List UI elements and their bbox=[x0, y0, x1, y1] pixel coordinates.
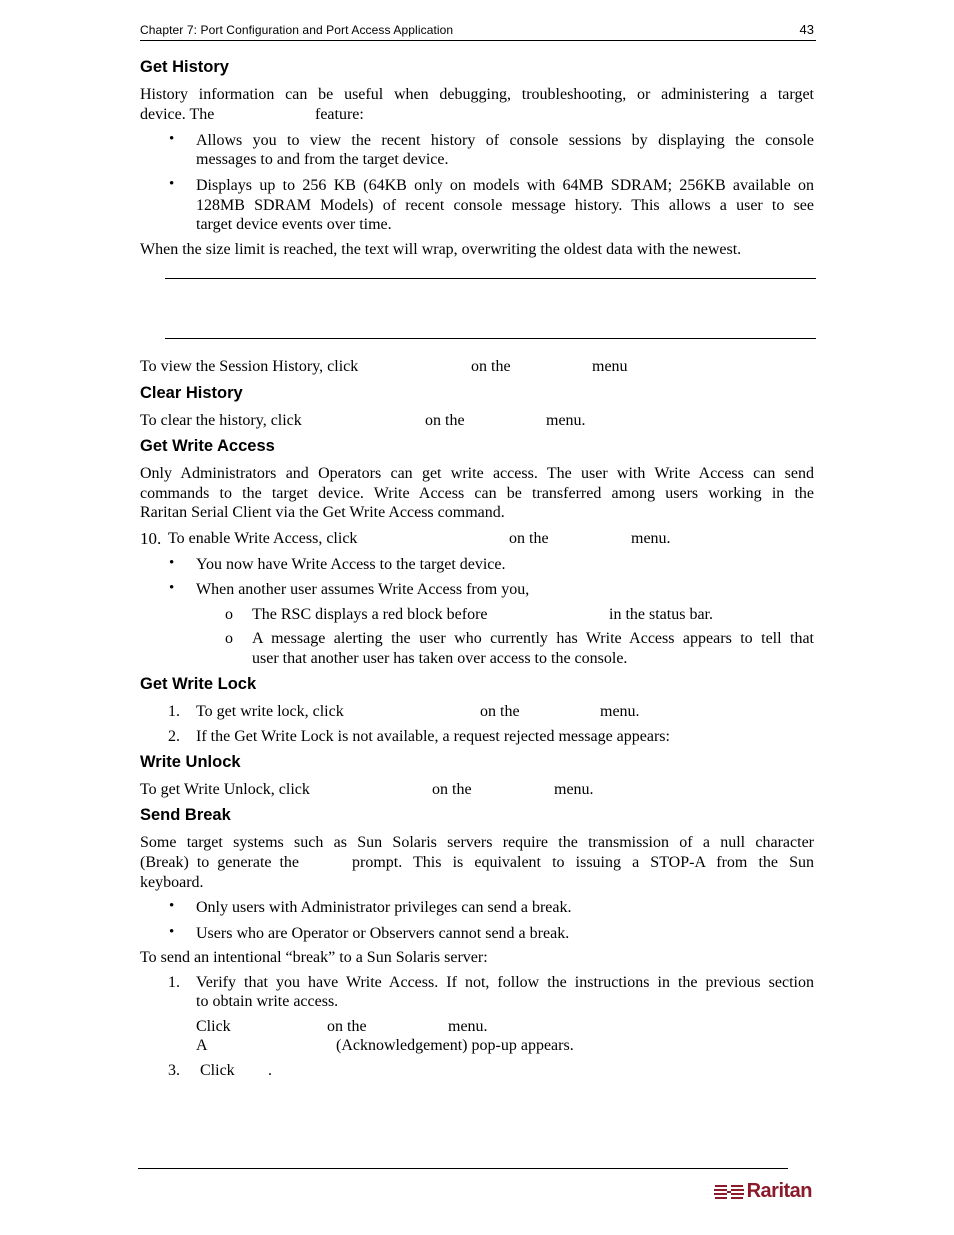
write-unlock-text-b: on the bbox=[432, 781, 472, 798]
get-history-intro-2a: device. The bbox=[140, 106, 215, 123]
write-unlock-text-c: menu. bbox=[554, 781, 594, 798]
send-break-bullet-2: Users who are Operator or Observers cannot send a break. bbox=[196, 925, 570, 942]
write-access-para-2: commands to the target device. Write Access can be transferred among users working in the bbox=[140, 485, 814, 502]
bullet-glyph: • bbox=[169, 924, 175, 940]
write-access-sub-1a: The RSC displays a red block before bbox=[252, 606, 488, 623]
write-access-para-1: Only Administrators and Operators can get write access. The user with Write Access can send bbox=[140, 465, 814, 482]
raritan-logo bbox=[714, 1180, 812, 1203]
write-lock-step-1b: on the bbox=[480, 703, 520, 720]
get-history-intro-1: History information can be useful when debugging, troubleshooting, or administering a target bbox=[140, 86, 814, 103]
write-lock-step-2-number: 2. bbox=[168, 728, 180, 745]
page-header bbox=[140, 22, 816, 41]
bullet-glyph: • bbox=[169, 580, 175, 596]
clear-history-text-c: menu. bbox=[546, 412, 586, 429]
write-access-step-b: on the bbox=[509, 530, 549, 547]
send-break-para-1: Some target systems such as Sun Solaris servers require the transmission of a null character bbox=[140, 834, 814, 851]
send-break-step-3-number: 3. bbox=[168, 1062, 180, 1079]
page-number: 43 bbox=[799, 22, 814, 37]
write-access-step-number: 10. bbox=[140, 529, 162, 548]
send-break-bullet-1: Only users with Administrator privileges can send a break. bbox=[196, 899, 572, 916]
history-bullet-1-line-2: messages to and from the target device. bbox=[196, 151, 449, 168]
write-lock-step-1a: To get write lock, click bbox=[196, 703, 344, 720]
write-access-step-a: To enable Write Access, click bbox=[168, 530, 358, 547]
clear-history-text-b: on the bbox=[425, 412, 465, 429]
heading-get-history: Get History bbox=[140, 58, 229, 76]
heading-get-write-lock: Get Write Lock bbox=[140, 675, 257, 693]
history-bullet-2-line-3: target device events over time. bbox=[196, 216, 392, 233]
write-unlock-text-a: To get Write Unlock, click bbox=[140, 781, 310, 798]
clear-history-text-a: To clear the history, click bbox=[140, 412, 302, 429]
send-break-ack-b: (Acknowledgement) pop-up appears. bbox=[336, 1037, 574, 1054]
write-lock-step-1-number: 1. bbox=[168, 703, 180, 720]
raritan-logo-text: Raritan bbox=[746, 1180, 812, 1202]
footer-rule bbox=[138, 1168, 788, 1169]
note-rule-bottom bbox=[165, 338, 816, 339]
bullet-glyph: • bbox=[169, 555, 175, 571]
history-wrap-note: When the size limit is reached, the text will wrap, overwriting the oldest data with the newest. bbox=[140, 241, 742, 258]
write-access-para-3: Raritan Serial Client via the Get Write Access command. bbox=[140, 504, 505, 521]
send-break-step-3a: Click bbox=[200, 1062, 235, 1079]
write-access-step-c: menu. bbox=[631, 530, 671, 547]
send-break-step-3b: . bbox=[268, 1062, 272, 1079]
send-break-step-1-number: 1. bbox=[168, 974, 180, 991]
heading-write-unlock: Write Unlock bbox=[140, 753, 241, 771]
send-break-click-c: menu. bbox=[448, 1018, 488, 1035]
write-lock-step-1c: menu. bbox=[600, 703, 640, 720]
send-break-para-2a: (Break) to generate the bbox=[140, 854, 300, 871]
heading-get-write-access: Get Write Access bbox=[140, 437, 275, 455]
write-access-bullet-1: You now have Write Access to the target device. bbox=[196, 556, 506, 573]
write-lock-step-2: If the Get Write Lock is not available, a request rejected message appears: bbox=[196, 728, 670, 745]
sub-bullet-glyph: o bbox=[225, 630, 233, 647]
bullet-glyph: • bbox=[169, 898, 175, 914]
write-access-sub-2-line-1: A message alerting the user who currently has Write Access appears to tell that bbox=[252, 630, 814, 647]
history-bullet-2-line-2: 128MB SDRAM Models) of recent console message history. This allows a user to see bbox=[196, 197, 814, 214]
get-history-intro-2b: feature: bbox=[315, 106, 364, 123]
heading-clear-history: Clear History bbox=[140, 384, 243, 402]
send-break-step-1-line-1: Verify that you have Write Access. If not, follow the instructions in the previous section bbox=[196, 974, 814, 991]
view-history-text-a: To view the Session History, click bbox=[140, 358, 359, 375]
send-break-para-2b: prompt. This is equivalent to issuing a STOP-A from the Sun bbox=[352, 854, 814, 871]
send-break-click-a: Click bbox=[196, 1018, 231, 1035]
send-break-click-b: on the bbox=[327, 1018, 367, 1035]
raritan-logo-icon bbox=[714, 1182, 744, 1202]
heading-send-break: Send Break bbox=[140, 806, 231, 824]
view-history-text-c: menu bbox=[592, 358, 628, 375]
send-break-ack-a: A bbox=[196, 1037, 208, 1054]
send-break-para-3: keyboard. bbox=[140, 874, 204, 891]
history-bullet-2-line-1: Displays up to 256 KB (64KB only on models with 64MB SDRAM; 256KB available on bbox=[196, 177, 814, 194]
write-access-sub-1b: in the status bar. bbox=[609, 606, 713, 623]
write-access-sub-2-line-2: user that another user has taken over access to the console. bbox=[252, 650, 628, 667]
send-break-step-1-line-2: to obtain write access. bbox=[196, 993, 339, 1010]
bullet-glyph: • bbox=[169, 176, 175, 192]
send-break-intro: To send an intentional “break” to a Sun Solaris server: bbox=[140, 949, 488, 966]
chapter-title: Chapter 7: Port Configuration and Port Access Application bbox=[140, 23, 454, 37]
history-bullet-1-line-1: Allows you to view the recent history of console sessions by displaying the console bbox=[196, 132, 814, 149]
sub-bullet-glyph: o bbox=[225, 606, 233, 623]
write-access-bullet-2: When another user assumes Write Access from you, bbox=[196, 581, 530, 598]
bullet-glyph: • bbox=[169, 131, 175, 147]
note-rule-top bbox=[165, 278, 816, 279]
view-history-text-b: on the bbox=[471, 358, 511, 375]
